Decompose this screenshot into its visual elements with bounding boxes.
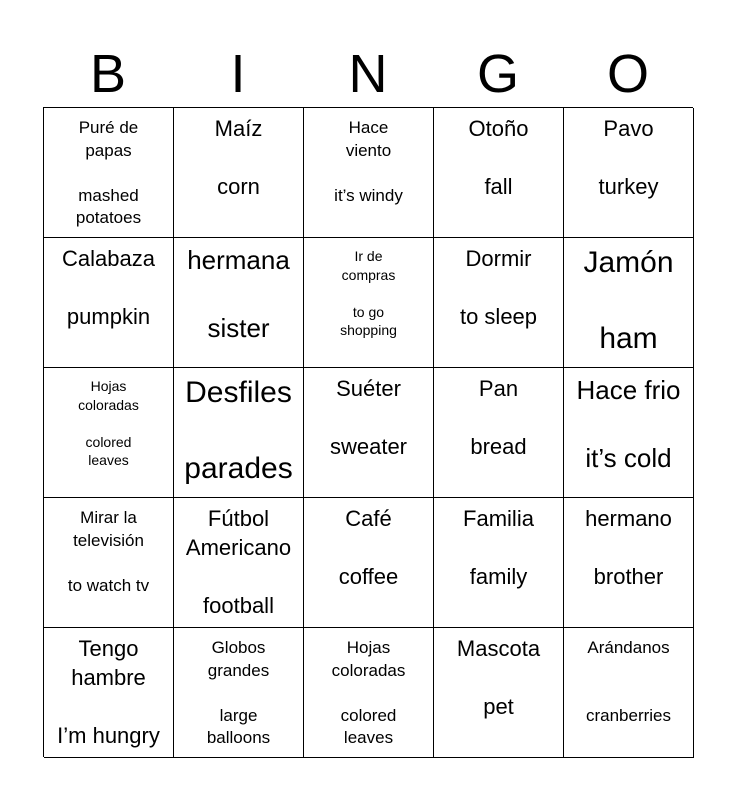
cell-text: hermano brother bbox=[585, 506, 672, 589]
header-letter-i: I bbox=[230, 44, 246, 104]
cell-text: Hace frio it’s cold bbox=[576, 375, 681, 473]
cell-text: Pan bread bbox=[470, 376, 527, 459]
bingo-cell[interactable] bbox=[304, 108, 434, 238]
bingo-cell[interactable] bbox=[434, 498, 564, 628]
cell-text: Familia family bbox=[463, 506, 534, 589]
cell-text: Mirar la televisión to watch tv bbox=[67, 508, 150, 595]
cell-text: Puré de papas mashed potatoes bbox=[75, 118, 142, 227]
cell-text: Fútbol Americano football bbox=[185, 506, 292, 618]
cell-text: Ir de compras to go shopping bbox=[340, 248, 397, 338]
bingo-cell[interactable] bbox=[434, 368, 564, 498]
bingo-cell[interactable] bbox=[564, 108, 694, 238]
cell-text: Mascota pet bbox=[456, 636, 541, 719]
bingo-cell[interactable] bbox=[434, 628, 564, 758]
bingo-cell[interactable] bbox=[564, 628, 694, 758]
header-letter-n: N bbox=[348, 44, 388, 104]
bingo-cell[interactable] bbox=[174, 368, 304, 498]
cell-text: Calabaza pumpkin bbox=[62, 246, 155, 329]
cell-text: Café coffee bbox=[338, 506, 399, 589]
cell-text: Tengo hambre I’m hungry bbox=[57, 636, 160, 748]
header-letter-o: O bbox=[606, 44, 649, 104]
cell-text: Otoño fall bbox=[468, 116, 529, 199]
bingo-header bbox=[43, 40, 693, 108]
bingo-cell[interactable] bbox=[564, 368, 694, 498]
bingo-cell[interactable] bbox=[174, 238, 304, 368]
header-letter-b: B bbox=[89, 44, 127, 104]
cell-text: Desfiles parades bbox=[184, 376, 293, 485]
bingo-cell[interactable] bbox=[44, 498, 174, 628]
bingo-cell[interactable] bbox=[304, 238, 434, 368]
bingo-cell[interactable] bbox=[174, 628, 304, 758]
bingo-cell[interactable] bbox=[304, 628, 434, 758]
cell-text: Maíz corn bbox=[214, 116, 263, 199]
bingo-cell[interactable] bbox=[174, 108, 304, 238]
bingo-cell[interactable] bbox=[304, 368, 434, 498]
cell-text: Hojas coloradas colored leaves bbox=[331, 638, 406, 747]
bingo-board bbox=[43, 107, 693, 757]
cell-text: Pavo turkey bbox=[598, 116, 659, 199]
cell-text: Arándanos cranberries bbox=[585, 638, 672, 725]
cell-text: Hace viento it’s windy bbox=[334, 118, 403, 205]
bingo-cell[interactable] bbox=[434, 108, 564, 238]
cell-text: Globos grandes large balloons bbox=[206, 638, 271, 747]
cell-text: Suéter sweater bbox=[329, 376, 408, 459]
bingo-cell[interactable] bbox=[174, 498, 304, 628]
cell-text: Hojas coloradas colored leaves bbox=[78, 378, 139, 468]
bingo-cell[interactable] bbox=[434, 238, 564, 368]
cell-text: hermana sister bbox=[187, 245, 290, 343]
bingo-cell[interactable] bbox=[564, 238, 694, 368]
header-letter-g: G bbox=[476, 44, 519, 104]
bingo-cell[interactable] bbox=[44, 108, 174, 238]
bingo-cell[interactable] bbox=[44, 628, 174, 758]
bingo-cell[interactable] bbox=[44, 238, 174, 368]
cell-text: Dormir to sleep bbox=[459, 246, 538, 329]
bingo-cell[interactable] bbox=[304, 498, 434, 628]
bingo-cell[interactable] bbox=[44, 368, 174, 498]
cell-text: Jamón ham bbox=[583, 246, 674, 355]
bingo-cell[interactable] bbox=[564, 498, 694, 628]
